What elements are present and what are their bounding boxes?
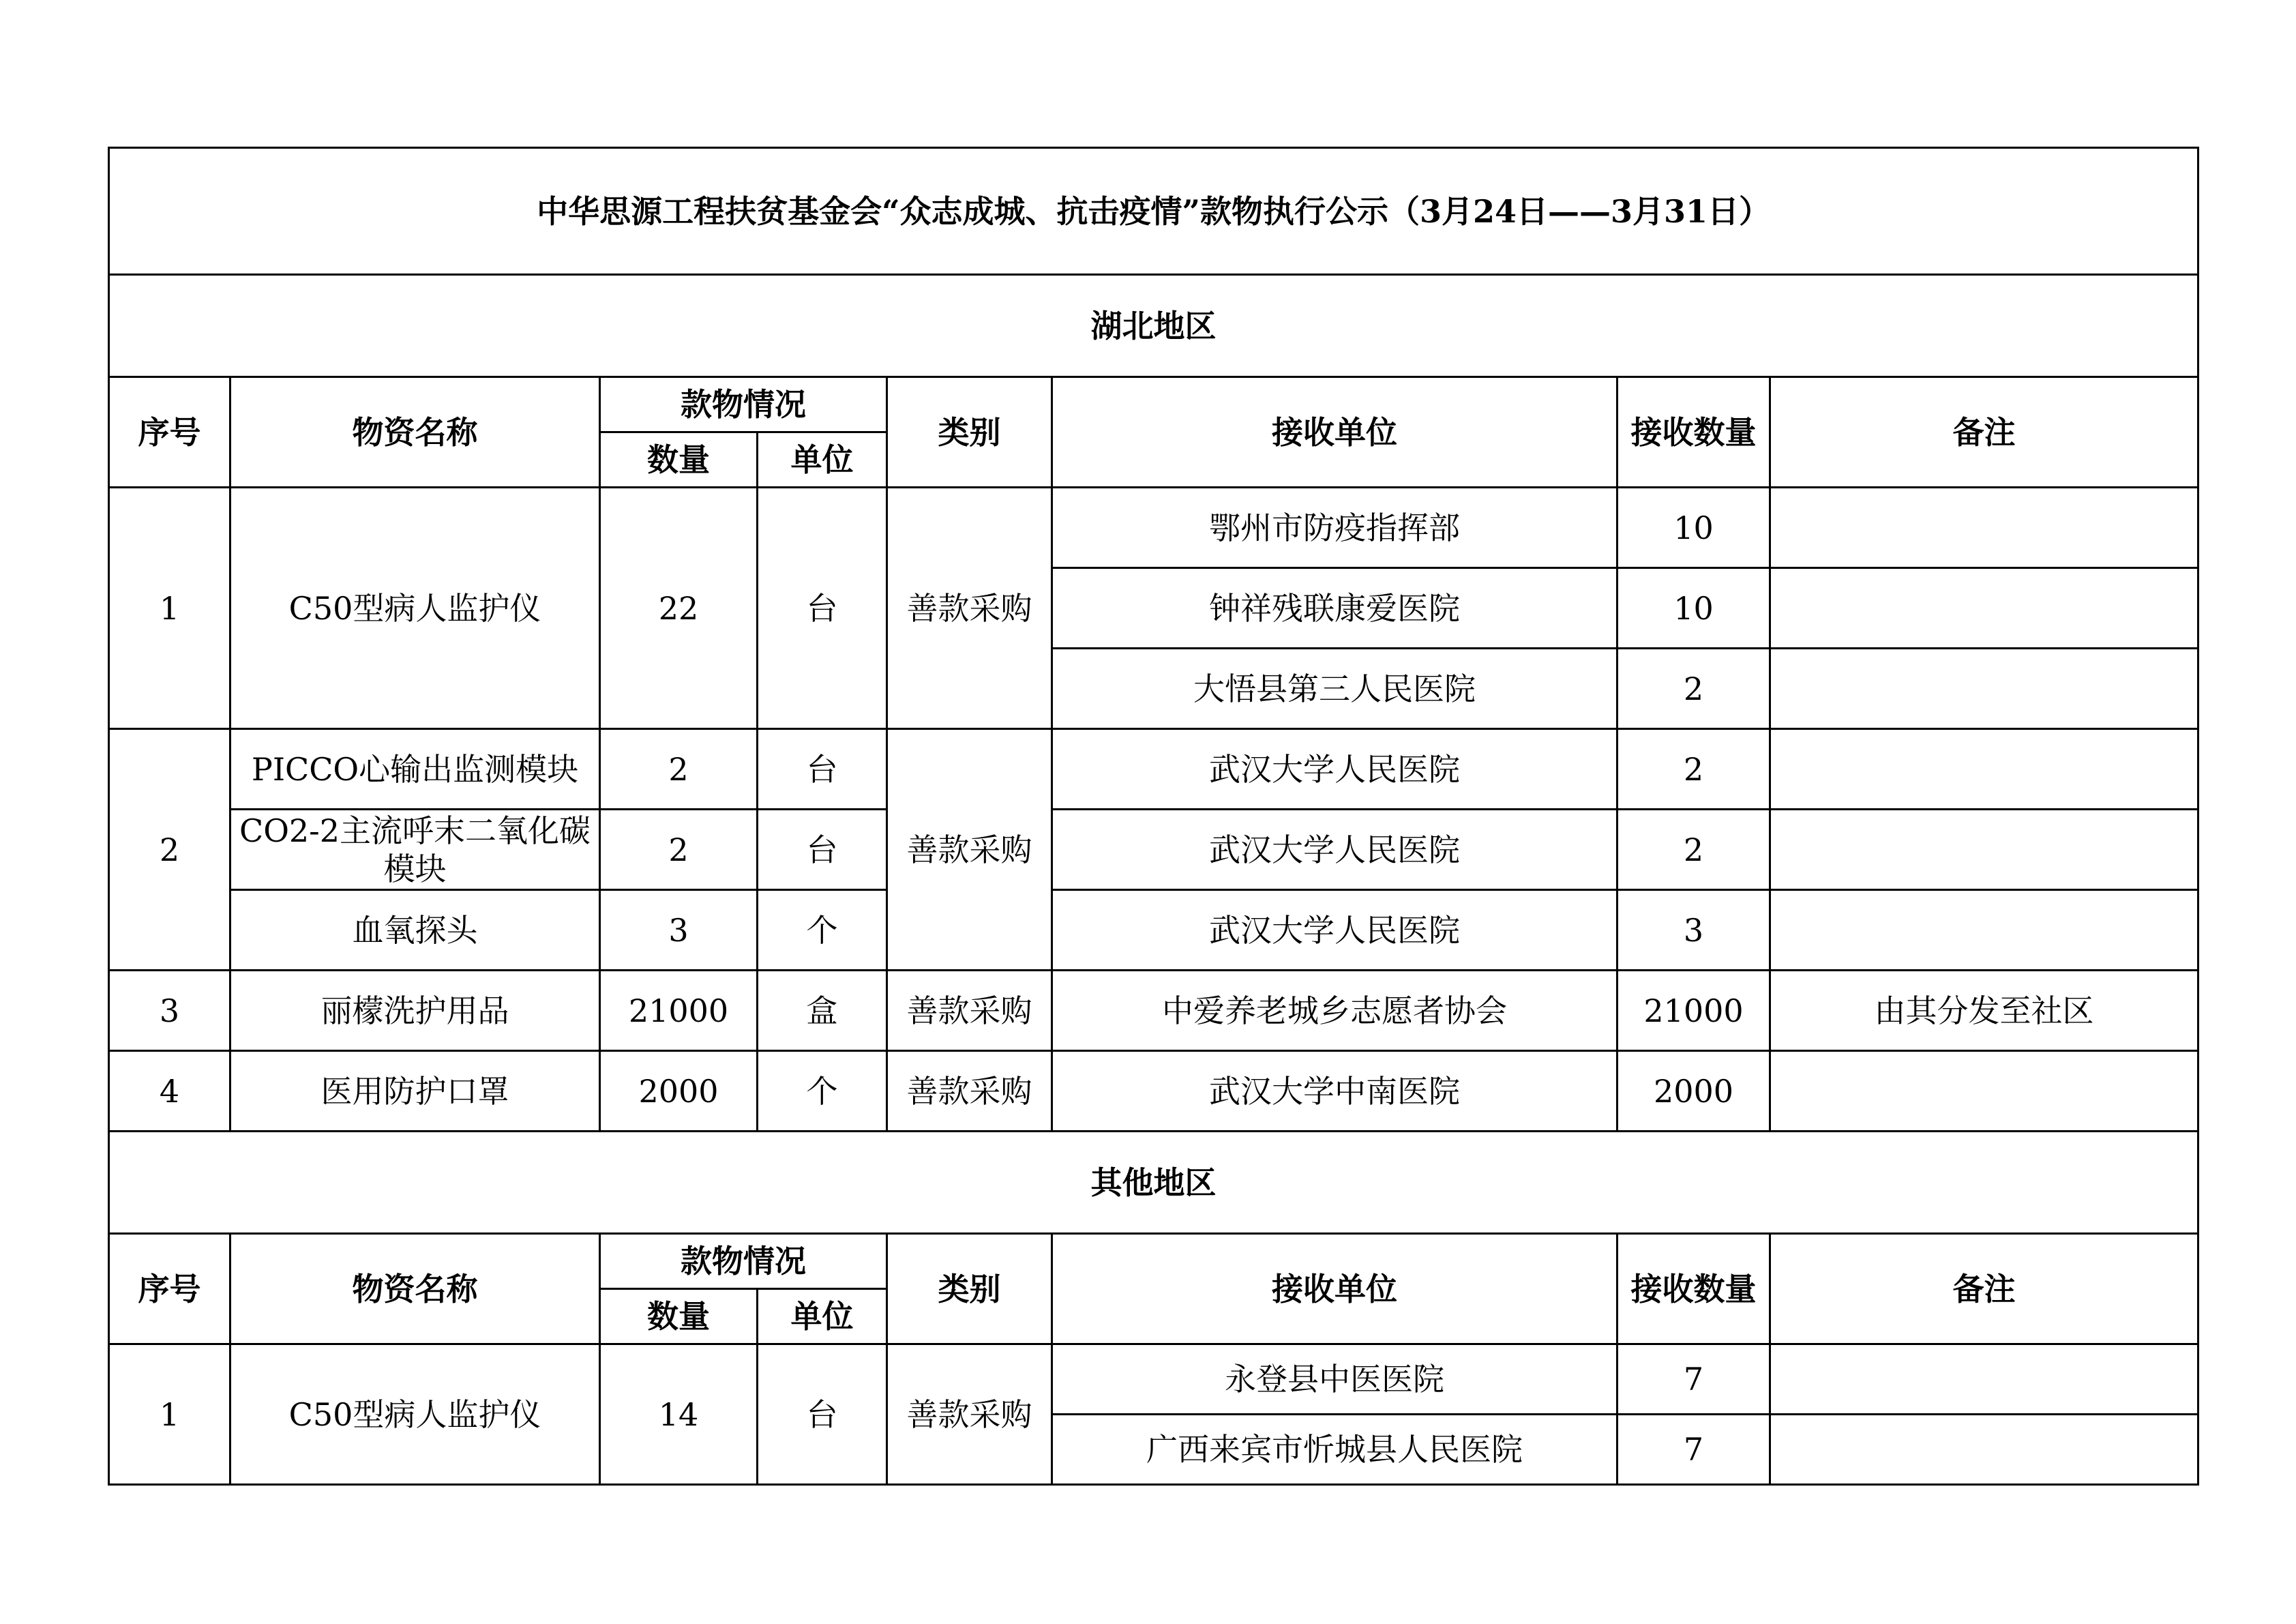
header-qty: 数量 <box>600 1289 758 1344</box>
seq-cell: 3 <box>109 971 230 1051</box>
recv-qty-cell: 2 <box>1617 810 1770 890</box>
header-receiver: 接收单位 <box>1052 377 1617 488</box>
header-category: 类别 <box>887 1234 1052 1344</box>
table-row <box>109 890 2198 971</box>
note-cell <box>1770 729 2198 810</box>
header-unit: 单位 <box>758 432 887 488</box>
category-cell: 善款采购 <box>887 488 1052 729</box>
table-row <box>109 810 2198 890</box>
qty-cell: 14 <box>600 1344 758 1485</box>
item-name-cell: PICCO心输出监测模块 <box>230 729 600 810</box>
seq-cell: 4 <box>109 1051 230 1132</box>
item-name-cell: CO2-2主流呼末二氧化碳模块 <box>230 810 600 890</box>
page-title: 中华思源工程扶贫基金会“众志成城、抗击疫情”款物执行公示（3月24日——3月31日） <box>109 148 2198 275</box>
receiver-cell: 永登县中医医院 <box>1052 1344 1617 1415</box>
receiver-cell: 武汉大学中南医院 <box>1052 1051 1617 1132</box>
seq-cell: 1 <box>109 1344 230 1485</box>
category-cell: 善款采购 <box>887 971 1052 1051</box>
item-name-cell: 医用防护口罩 <box>230 1051 600 1132</box>
note-cell <box>1770 568 2198 649</box>
unit-cell: 个 <box>758 1051 887 1132</box>
header-goods: 款物情况 <box>600 377 887 432</box>
note-cell <box>1770 1344 2198 1415</box>
note-cell <box>1770 1051 2198 1132</box>
unit-cell: 个 <box>758 890 887 971</box>
unit-cell: 盒 <box>758 971 887 1051</box>
unit-cell: 台 <box>758 810 887 890</box>
recv-qty-cell: 7 <box>1617 1415 1770 1485</box>
disbursement-table <box>108 147 2199 1486</box>
item-name-cell: C50型病人监护仪 <box>230 1344 600 1485</box>
header-seq: 序号 <box>109 1234 230 1344</box>
header-recv-qty: 接收数量 <box>1617 377 1770 488</box>
receiver-cell: 大悟县第三人民医院 <box>1052 649 1617 729</box>
header-qty: 数量 <box>600 432 758 488</box>
recv-qty-cell: 7 <box>1617 1344 1770 1415</box>
recv-qty-cell: 3 <box>1617 890 1770 971</box>
item-name-cell: 丽檬洗护用品 <box>230 971 600 1051</box>
note-cell <box>1770 488 2198 568</box>
note-cell <box>1770 810 2198 890</box>
table-row <box>109 729 2198 810</box>
header-note: 备注 <box>1770 377 2198 488</box>
recv-qty-cell: 2000 <box>1617 1051 1770 1132</box>
note-cell: 由其分发至社区 <box>1770 971 2198 1051</box>
recv-qty-cell: 21000 <box>1617 971 1770 1051</box>
header-recv-qty: 接收数量 <box>1617 1234 1770 1344</box>
unit-cell: 台 <box>758 1344 887 1485</box>
qty-cell: 2 <box>600 729 758 810</box>
header-item: 物资名称 <box>230 377 600 488</box>
note-cell <box>1770 890 2198 971</box>
receiver-cell: 武汉大学人民医院 <box>1052 810 1617 890</box>
header-category: 类别 <box>887 377 1052 488</box>
region-title: 其他地区 <box>109 1132 2198 1234</box>
header-item: 物资名称 <box>230 1234 600 1344</box>
receiver-cell: 钟祥残联康爱医院 <box>1052 568 1617 649</box>
region-title: 湖北地区 <box>109 275 2198 377</box>
header-goods: 款物情况 <box>600 1234 887 1289</box>
qty-cell: 21000 <box>600 971 758 1051</box>
header-receiver: 接收单位 <box>1052 1234 1617 1344</box>
unit-cell: 台 <box>758 488 887 729</box>
qty-cell: 2 <box>600 810 758 890</box>
note-cell <box>1770 649 2198 729</box>
seq-cell: 2 <box>109 729 230 971</box>
item-name-cell: 血氧探头 <box>230 890 600 971</box>
category-cell: 善款采购 <box>887 729 1052 971</box>
table-row <box>109 1344 2198 1415</box>
category-cell: 善款采购 <box>887 1344 1052 1485</box>
receiver-cell: 武汉大学人民医院 <box>1052 890 1617 971</box>
receiver-cell: 武汉大学人民医院 <box>1052 729 1617 810</box>
table-row <box>109 488 2198 568</box>
header-note: 备注 <box>1770 1234 2198 1344</box>
unit-cell: 台 <box>758 729 887 810</box>
table-row <box>109 971 2198 1051</box>
recv-qty-cell: 2 <box>1617 649 1770 729</box>
recv-qty-cell: 10 <box>1617 568 1770 649</box>
receiver-cell: 鄂州市防疫指挥部 <box>1052 488 1617 568</box>
qty-cell: 2000 <box>600 1051 758 1132</box>
recv-qty-cell: 2 <box>1617 729 1770 810</box>
receiver-cell: 广西来宾市忻城县人民医院 <box>1052 1415 1617 1485</box>
category-cell: 善款采购 <box>887 1051 1052 1132</box>
qty-cell: 22 <box>600 488 758 729</box>
qty-cell: 3 <box>600 890 758 971</box>
table-row <box>109 1051 2198 1132</box>
receiver-cell: 中爱养老城乡志愿者协会 <box>1052 971 1617 1051</box>
note-cell <box>1770 1415 2198 1485</box>
recv-qty-cell: 10 <box>1617 488 1770 568</box>
seq-cell: 1 <box>109 488 230 729</box>
header-seq: 序号 <box>109 377 230 488</box>
header-unit: 单位 <box>758 1289 887 1344</box>
item-name-cell: C50型病人监护仪 <box>230 488 600 729</box>
